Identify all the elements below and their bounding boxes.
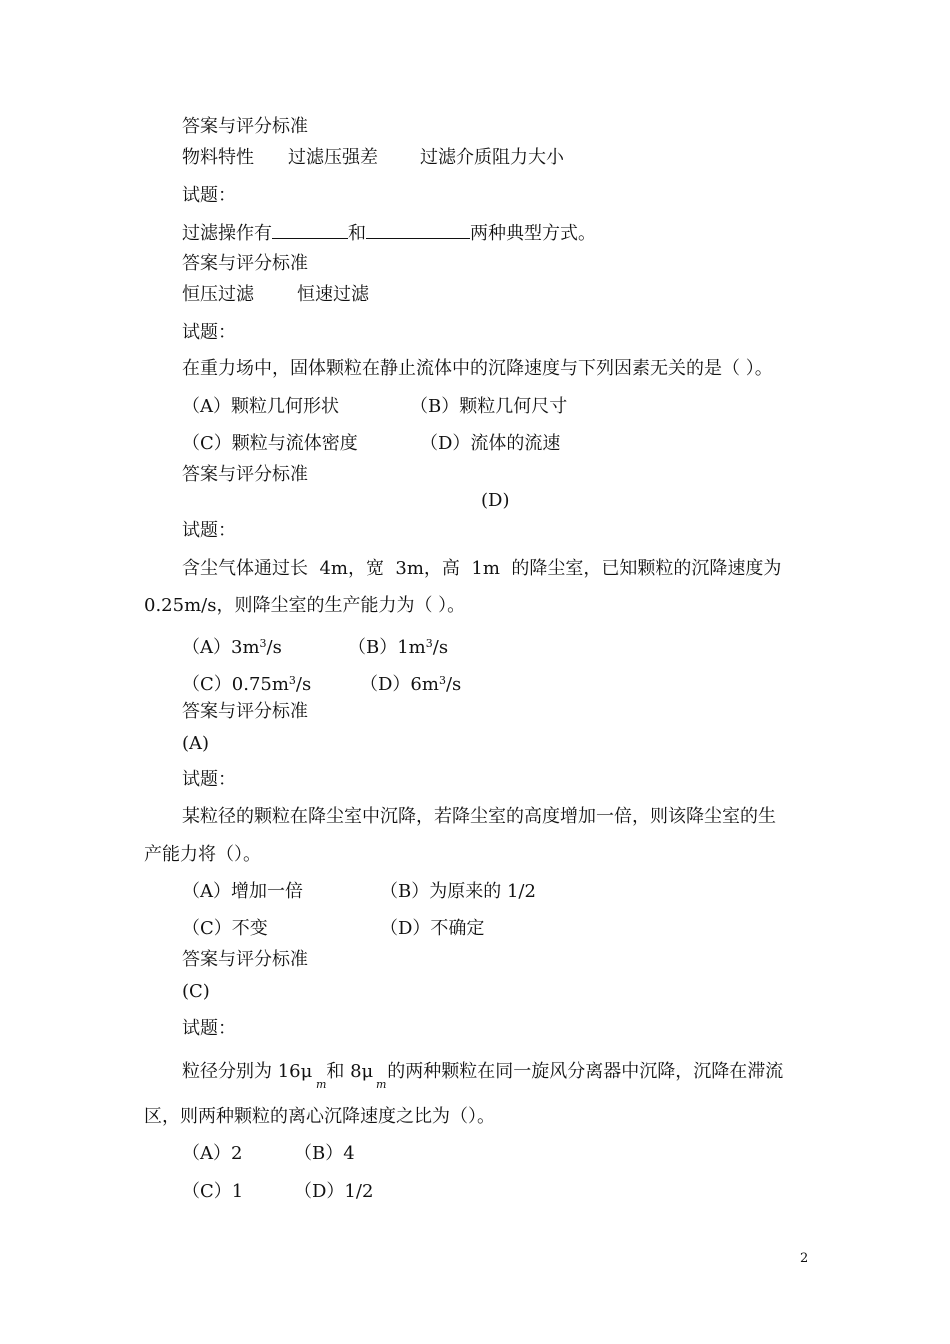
option: $(D)6m^3/s$ bbox=[360, 674, 462, 695]
question-stem: 产能力将（）。 bbox=[144, 844, 261, 865]
question-label: 试题： bbox=[182, 185, 236, 206]
question-stem: 含尘气体通过长 4m，宽 3m，高 1m 的降尘室，已知颗粒的沉降速度为 bbox=[182, 558, 782, 579]
answer-heading: 答案与评分标准 bbox=[182, 949, 308, 970]
question-stem: 在重力场中，固体颗粒在静止流体中的沉降速度与下列因素无关的是（ ）。 bbox=[182, 358, 773, 379]
answer-item: 过滤压强差 bbox=[288, 147, 378, 168]
option: （D）不确定 bbox=[380, 918, 485, 939]
question-label: 试题： bbox=[182, 322, 236, 343]
question-stem: 过滤操作有 和 两种典型方式。 bbox=[182, 223, 596, 244]
option: （D）流体的流速 bbox=[420, 433, 561, 454]
question-label: 试题： bbox=[182, 1018, 236, 1039]
option: （A）增加一倍 bbox=[182, 881, 303, 902]
option: （A）颗粒几何形状 bbox=[182, 396, 339, 417]
question-stem: 区，则两种颗粒的离心沉降速度之比为（）。 bbox=[144, 1106, 495, 1127]
unit-subscript: m bbox=[376, 1078, 387, 1091]
mu-symbol: μ bbox=[300, 1061, 313, 1082]
fill-blank bbox=[272, 222, 348, 239]
option: （B）4 bbox=[294, 1143, 355, 1164]
answer-item: 恒压过滤 bbox=[182, 284, 254, 305]
unit-subscript: m bbox=[316, 1078, 327, 1091]
fill-blank bbox=[366, 222, 470, 239]
answer-heading: 答案与评分标准 bbox=[182, 701, 308, 722]
option: $(A)3m^3/s$ bbox=[182, 637, 282, 658]
question-stem: 粒径分别为 16μ 和 8μ 的两种颗粒在同一旋风分离器中沉降，沉降在滞流 bbox=[182, 1061, 784, 1082]
answer-text: (C) bbox=[182, 981, 210, 1002]
answer-heading: 答案与评分标准 bbox=[182, 464, 308, 485]
option: $(B)1m^3/s$ bbox=[348, 637, 449, 658]
question-stem: 某粒径的颗粒在降尘室中沉降，若降尘室的高度增加一倍，则该降尘室的生 bbox=[182, 806, 776, 827]
page-number: 2 bbox=[800, 1251, 809, 1266]
option: $(C)0.75m^3/s$ bbox=[182, 674, 312, 695]
option: （B）颗粒几何尺寸 bbox=[410, 396, 568, 417]
mu-symbol: μ bbox=[361, 1061, 374, 1082]
option: （A）2 bbox=[182, 1143, 243, 1164]
answer-item: 恒速过滤 bbox=[297, 284, 369, 305]
answer-text: (A) bbox=[182, 733, 210, 754]
answer-item: 物料特性 bbox=[182, 147, 254, 168]
option: （C）颗粒与流体密度 bbox=[182, 433, 358, 454]
answer-item: 过滤介质阻力大小 bbox=[420, 147, 564, 168]
option: （C）不变 bbox=[182, 918, 268, 939]
answer-heading: 答案与评分标准 bbox=[182, 116, 308, 137]
answer-heading: 答案与评分标准 bbox=[182, 253, 308, 274]
option: （C）1 bbox=[182, 1181, 244, 1202]
question-label: 试题： bbox=[182, 769, 236, 790]
option: （D）1/2 bbox=[294, 1181, 374, 1202]
answer-text: (D) bbox=[481, 490, 510, 511]
question-label: 试题： bbox=[182, 520, 236, 541]
option: （B）为原来的 1/2 bbox=[380, 881, 536, 902]
question-stem: 0.25m/s，则降尘室的生产能力为（ ）。 bbox=[144, 595, 466, 616]
